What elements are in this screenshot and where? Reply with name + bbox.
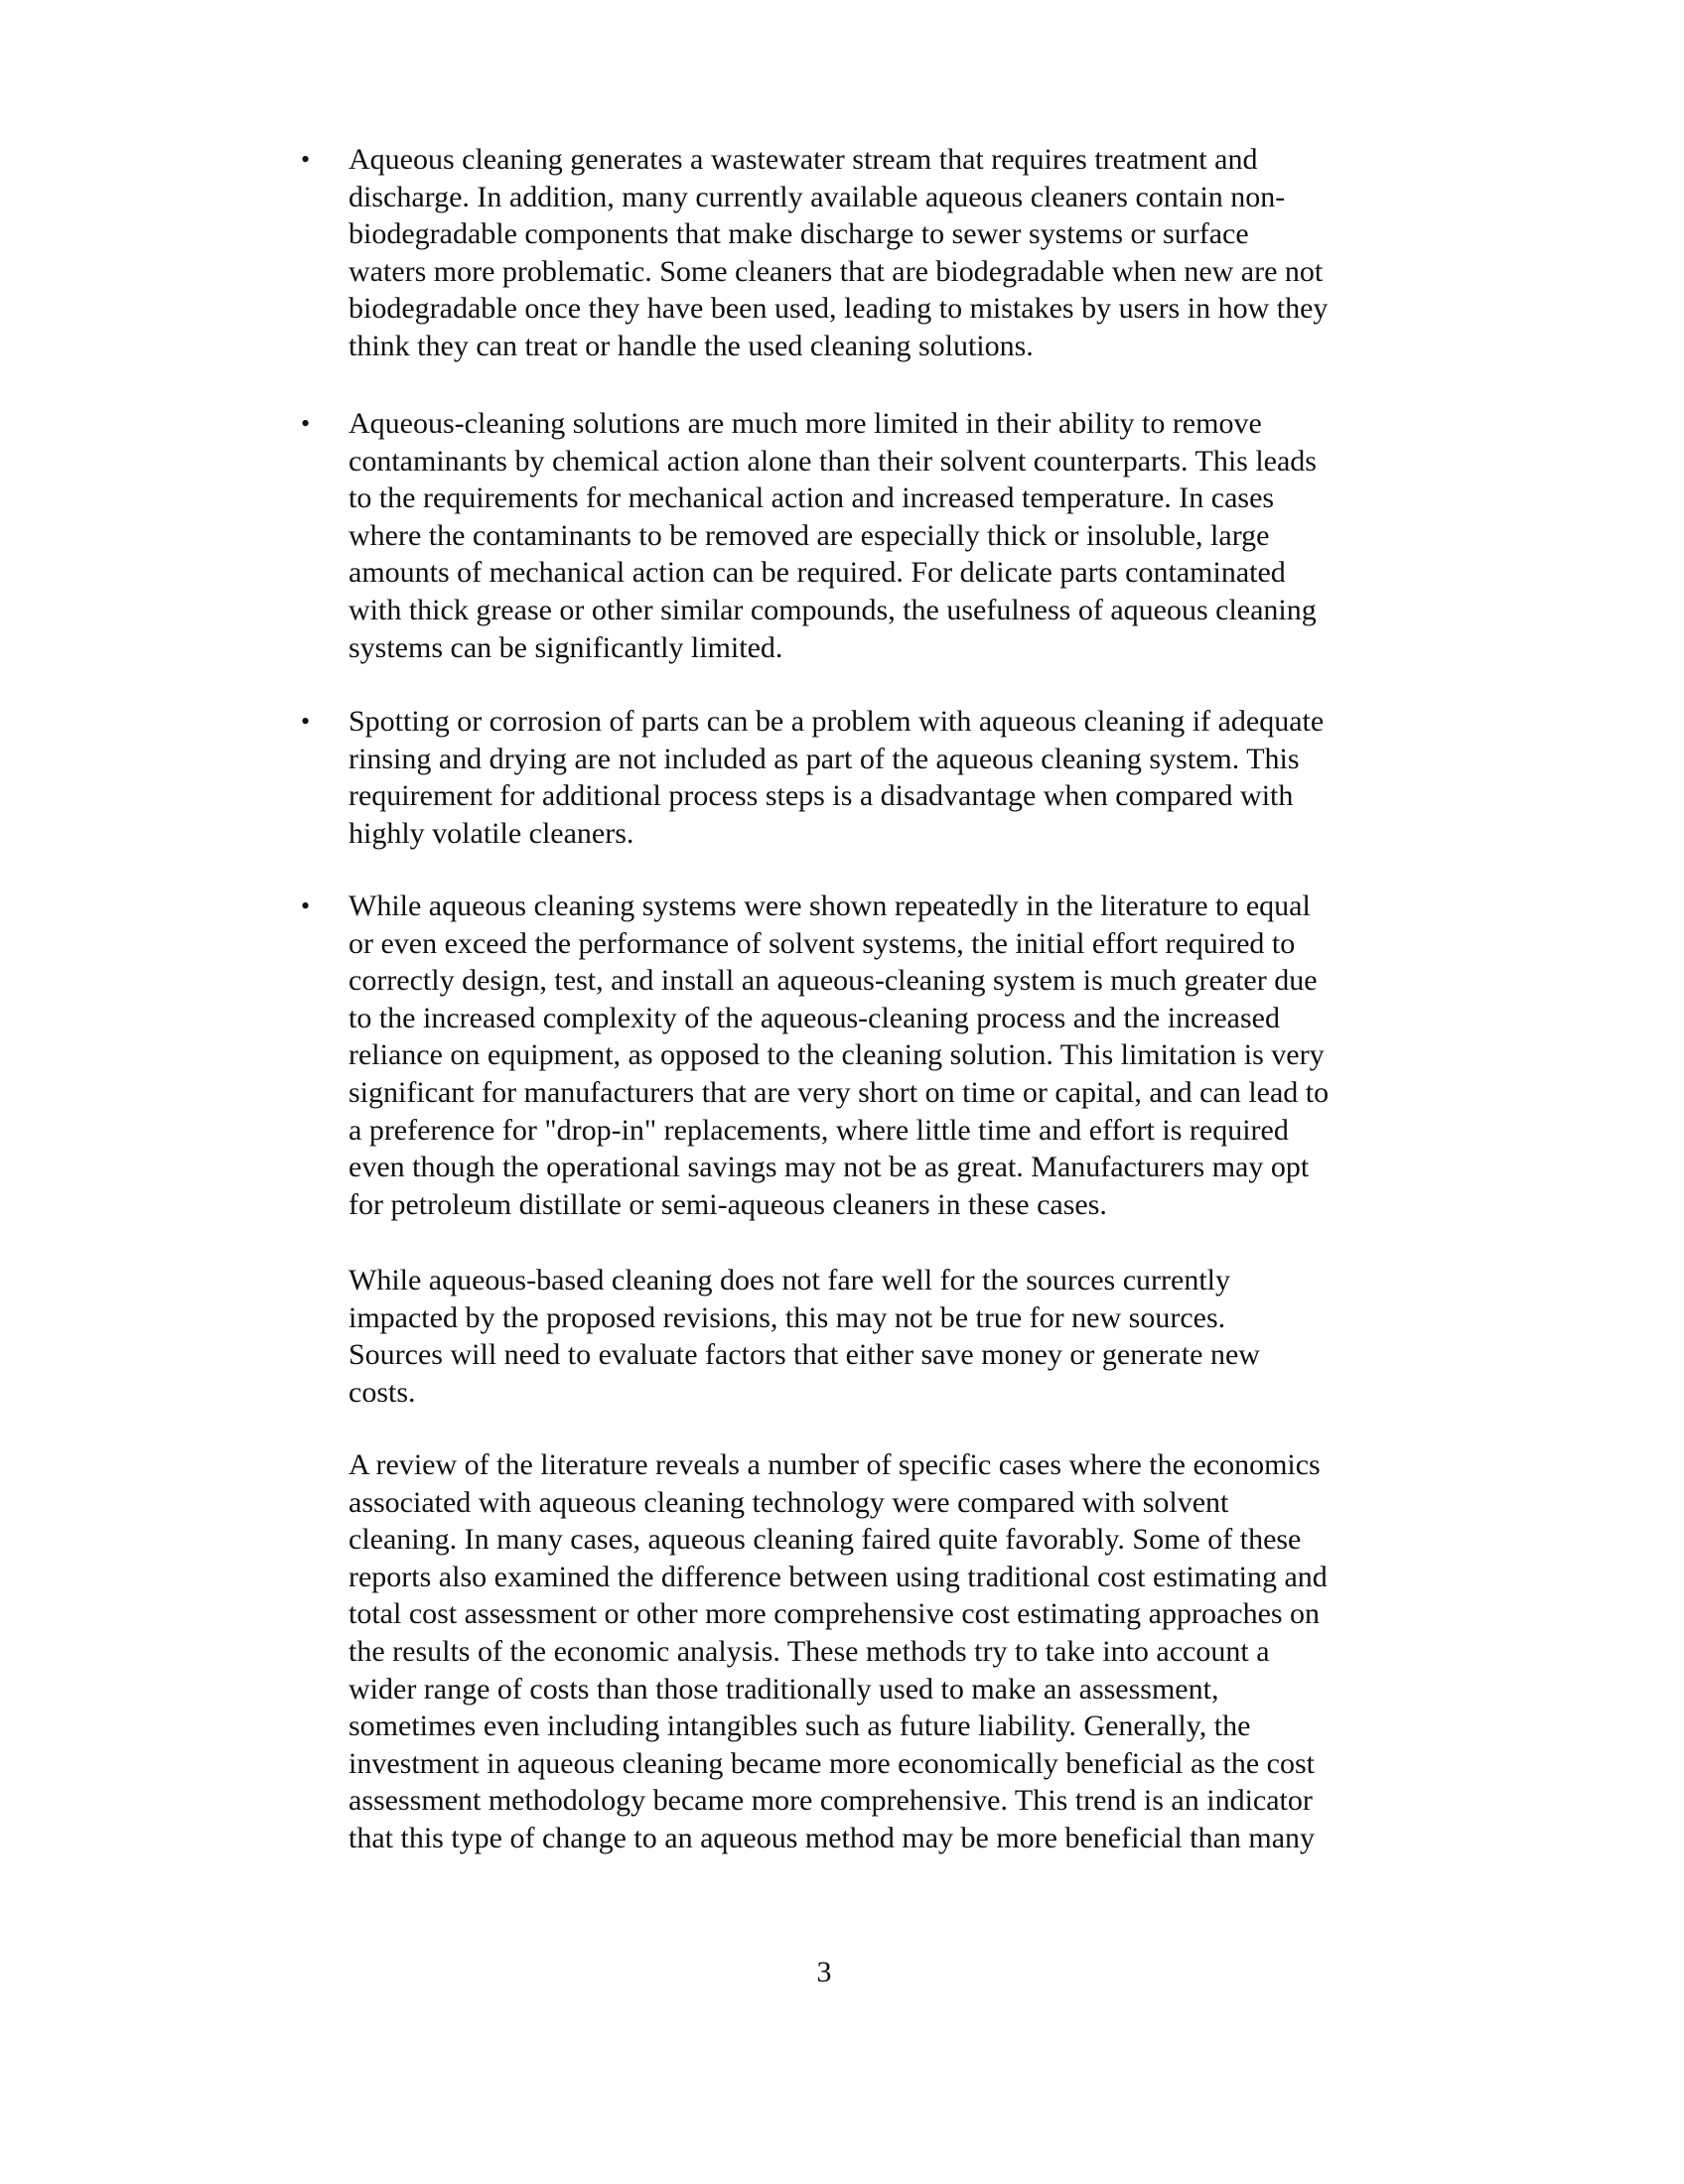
text-line: biodegradable components that make discharge to sewer systems or surface	[349, 217, 1249, 251]
text-line: a preference for "drop-in" replacements, where little time and effort is required	[349, 1113, 1289, 1147]
text-line: impacted by the proposed revisions, this may not be true for new sources.	[349, 1300, 1226, 1334]
bullet-item-2	[301, 405, 1461, 666]
text-line: even though the operational savings may not be as great. Manufacturers may opt	[349, 1151, 1310, 1184]
text-line: for petroleum distillate or semi-aqueous cleaners in these cases.	[349, 1187, 1107, 1221]
text-line: that this type of change to an aqueous method may be more beneficial than many	[349, 1821, 1316, 1854]
text-line: A review of the literature reveals a number of specific cases where the economics	[349, 1448, 1321, 1481]
text-line: correctly design, test, and install an aqueous-cleaning system is much greater due	[349, 964, 1318, 998]
text-line: contaminants by chemical action alone than their solvent counterparts. This leads	[349, 444, 1317, 478]
text-line: costs.	[349, 1375, 416, 1409]
text-line: with thick grease or other similar compounds, the usefulness of aqueous cleaning	[349, 593, 1317, 626]
text-line: cleaning. In many cases, aqueous cleaning faired quite favorably. Some of these	[349, 1523, 1302, 1557]
text-line: think they can treat or handle the used cleaning solutions.	[349, 329, 1034, 362]
bullet-icon: •	[301, 707, 311, 736]
text-line: total cost assessment or other more comprehensive cost estimating approaches on	[349, 1597, 1321, 1631]
text-line: to the requirements for mechanical action and increased temperature. In cases	[349, 481, 1275, 515]
text-line: where the contaminants to be removed are especially thick or insoluble, large	[349, 518, 1270, 552]
text-line: wider range of costs than those traditionally used to make an assessment,	[349, 1672, 1219, 1706]
text-line: waters more problematic. Some cleaners that are biodegradable when new are not	[349, 254, 1324, 288]
text-line: Sources will need to evaluate factors that either save money or generate new	[349, 1338, 1260, 1372]
text-line: associated with aqueous cleaning technology were compared with solvent	[349, 1485, 1229, 1519]
text-line: rinsing and drying are not included as part of the aqueous cleaning system. This	[349, 742, 1300, 775]
text-line: significant for manufacturers that are very short on time or capital, and can lead to	[349, 1075, 1330, 1109]
text-line: Spotting or corrosion of parts can be a problem with aqueous cleaning if adequate	[349, 705, 1325, 738]
bullet-icon: •	[301, 145, 311, 174]
text-line: requirement for additional process steps is a disadvantage when compared with	[349, 779, 1294, 813]
paragraph-2	[349, 1446, 1461, 1857]
text-line: or even exceed the performance of solvent systems, the initial effort required to	[349, 926, 1296, 960]
text-line: sometimes even including intangibles such as future liability. Generally, the	[349, 1709, 1251, 1743]
bullet-item-4	[301, 887, 1461, 1223]
text-line: systems can be significantly limited.	[349, 630, 783, 664]
bullet-item-3	[301, 703, 1461, 852]
bullet-icon: •	[301, 891, 311, 920]
bullet-item-1	[301, 141, 1461, 365]
text-line: discharge. In addition, many currently available aqueous cleaners contain non-	[349, 180, 1286, 213]
text-line: the results of the economic analysis. These methods try to take into account a	[349, 1634, 1270, 1668]
text-line: reliance on equipment, as opposed to the cleaning solution. This limitation is very	[349, 1038, 1325, 1072]
page-number: 3	[816, 1956, 832, 1988]
paragraph-1	[349, 1262, 1461, 1411]
text-line: reports also examined the difference between using traditional cost estimating and	[349, 1560, 1328, 1593]
text-line: assessment methodology became more comprehensive. This trend is an indicator	[349, 1784, 1313, 1818]
text-line: highly volatile cleaners.	[349, 816, 634, 850]
text-line: biodegradable once they have been used, leading to mistakes by users in how they	[349, 292, 1329, 326]
text-line: amounts of mechanical action can be required. For delicate parts contaminated	[349, 556, 1286, 590]
text-line: to the increased complexity of the aqueous-cleaning process and the increased	[349, 1001, 1280, 1034]
text-line: investment in aqueous cleaning became more economically beneficial as the cost	[349, 1746, 1315, 1780]
text-line: While aqueous-based cleaning does not fare well for the sources currently	[349, 1264, 1230, 1297]
text-line: While aqueous cleaning systems were shown repeatedly in the literature to equal	[349, 889, 1311, 922]
text-line: Aqueous cleaning generates a wastewater stream that requires treatment and	[349, 143, 1258, 176]
bullet-icon: •	[301, 409, 311, 438]
text-line: Aqueous-cleaning solutions are much more limited in their ability to remove	[349, 407, 1262, 440]
